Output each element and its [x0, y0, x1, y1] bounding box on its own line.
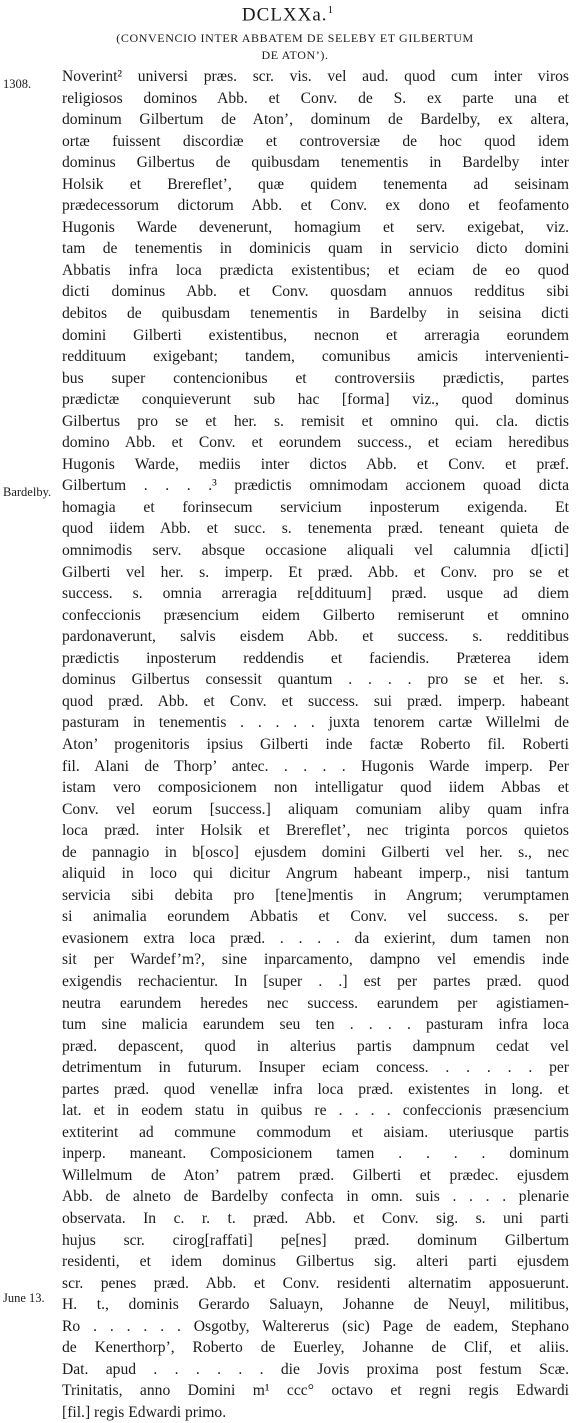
text-line: ortæ fuissent discordiæ et controversiæ de hoc quod idem — [62, 132, 569, 150]
charter-number — [0, 4, 576, 26]
margin-note-year: 1308. — [3, 77, 32, 91]
text-line: quod præd. Abb. et Conv. et success. sui præd. imperp. habeant — [62, 692, 569, 710]
text-line: domini Gilberti existentibus, necnon et arreragia eorundem — [62, 326, 569, 344]
text-line: Dat. apud . . . . . . die Jovis proxima post festum Scæ. — [62, 1360, 569, 1378]
text-line: de pannagio in b[osco] ejusdem domini Gilberti vel her. s., nec — [62, 843, 569, 861]
text-line: domino Abb. et Conv. et eorundem success., et eciam heredibus — [62, 434, 569, 452]
text-line: Gilbertum . . . .³ prædictis omnimodam accionem quoad dicta — [62, 477, 569, 495]
charter-title-line-2: DE ATON’). — [261, 48, 329, 62]
text-line: pardonaverunt, salvis eisdem Abb. et success. s. redditibus — [62, 628, 569, 646]
margin-note-place: Bardelby. — [3, 485, 52, 499]
text-line: hujus scr. cirog[raffati] pe[nes] præd. dominum Gilbertum — [62, 1231, 569, 1249]
charter-body-text — [62, 66, 569, 1423]
text-line: Trinitatis, anno Domini m¹ ccc° octavo et regni regis Edwardi — [62, 1382, 569, 1400]
text-line: [fil.] regis Edwardi primo. — [62, 1403, 227, 1421]
text-line: religiosos dominos Abb. et Conv. de S. ex parte una et — [62, 89, 569, 107]
text-line: omnimodis serv. absque occasione aliquali vel calumnia d[icti] — [62, 542, 569, 560]
text-line: prædecessorum dictorum Abb. et Conv. ex dono et feofamento — [62, 197, 569, 215]
text-line: extiterint ad commune commodum et aisiam. uteriusque partis — [62, 1123, 569, 1141]
text-line: H. t., dominis Gerardo Saluayn, Johanne de Neuyl, militibus, — [62, 1296, 569, 1314]
text-line: observata. In c. r. t. præd. Abb. et Conv. sig. s. uni parti — [62, 1209, 569, 1227]
text-line: Hugonis Warde, mediis inter dictos Abb. et Conv. et præf. — [62, 455, 569, 473]
text-line: bus super contencionibus et controversiis prædictis, partes — [62, 369, 569, 387]
text-line: pasturam in tenementis . . . . . juxta tenorem cartæ Willelmi de — [62, 714, 569, 732]
text-line: Hugonis Warde devenerunt, homagium et serv. exigebat, viz. — [62, 218, 569, 236]
text-line: homagia et forinsecum servicium inposterum exigenda. Et — [62, 498, 569, 516]
text-line: scr. penes præd. Abb. et Conv. residenti alternatim apposuerunt. — [62, 1274, 569, 1292]
text-line: dominus Gilbertus consessit quantum . . . . pro se et her. s. — [62, 671, 569, 689]
text-line: Gilberti vel her. s. imperp. Et præd. Abb. et Conv. pro se et — [62, 563, 569, 581]
text-line: neutra earundem heredes nec success. earundem per agistiamen- — [62, 994, 569, 1012]
text-line: tam de tenementis in dominicis quam in servicio dicto domini — [62, 240, 569, 258]
text-line: dominum Gilbertum de Aton’, dominum de Bardelby, ex altera, — [62, 111, 569, 129]
text-line: sit per Wardef’m?, sine inparcamento, dampno vel emendis inde — [62, 951, 569, 969]
text-line: dicti dominus Abb. et Conv. quosdam annuos redditus sibi — [62, 283, 569, 301]
charter-number-text: DCLXXa. — [241, 4, 328, 26]
text-line: Ro . . . . . . Osgotby, Waltererus (sic) Page de eadem, Stephano — [62, 1317, 569, 1335]
text-line: Aton’ progenitoris ipsius Gilberti inde factæ Roberto fil. Roberti — [62, 735, 569, 753]
text-line: prædictæ conquieverunt sub hac [forma] viz., quod dominus — [62, 391, 569, 409]
text-line: Abb. de alneto de Bardelby confecta in omn. suis . . . . plenarie — [62, 1188, 569, 1206]
text-line: fil. Alani de Thorp’ antec. . . . . Hugonis Warde imperp. Per — [62, 757, 569, 775]
text-line: Willelmum de Aton’ patrem præd. Gilberti et prædec. ejusdem — [62, 1166, 569, 1184]
text-line: lat. et in eodem statu in quibus re . . . . confeccionis præsencium — [62, 1102, 569, 1120]
text-line: exigendis rechacientur. In [super . .] est per partes præd. quod — [62, 972, 569, 990]
text-line: si animalia eorundem Abbatis et Conv. vel success. s. per — [62, 908, 569, 926]
text-line: Holsik et Brereflet’, quæ quidem tenementa ad seisinam — [62, 175, 569, 193]
text-line: Gilbertus pro se et her. s. remisit et omnino qui. cla. dictis — [62, 412, 569, 430]
text-line: de Kenerthorp’, Roberto de Euerley, Johanne de Clif, et aliis. — [62, 1339, 569, 1357]
text-line: dominus Gilbertus de quibusdam tenementis in Bardelby inter — [62, 154, 569, 172]
text-line: confeccionis præsencium eidem Gilberto remiserunt et omnino — [62, 606, 569, 624]
text-line: partes præd. quod venellæ infra loca præd. existentes in long. et — [62, 1080, 569, 1098]
text-line: success. s. omnia arreragia re[ddituum] præd. usque ad diem — [62, 585, 569, 603]
text-line: debitos de quibusdam tenementis in Bardelby in seisina dicti — [62, 305, 569, 323]
text-line: servicia sibi debita pro [tene]mentis in Angrum; verumptamen — [62, 886, 569, 904]
text-line: loca præd. inter Holsik et Brereflet’, nec triginta porcos quietos — [62, 822, 569, 840]
text-line: residenti, et idem dominus Gilbertus sig. alteri parti ejusdem — [62, 1253, 569, 1271]
text-line: reddituum exigebant; tandem, comunibus amicis intervenienti- — [62, 348, 569, 366]
text-line: præd. depascent, quod in alterius partis dampnum cedat vel — [62, 1037, 569, 1055]
text-line: Abbatis infra loca prædicta existentibus; et eciam de eo quod — [62, 261, 569, 279]
text-line: inperp. maneant. Composicionem tamen . . . . dominum — [62, 1145, 569, 1163]
text-line: tum sine malicia earundem seu ten . . . . pasturam infra loca — [62, 1016, 569, 1034]
text-line: istam vero composicionem non intelligatur quod iidem Abbas et — [62, 779, 569, 797]
text-line: Conv. vel eorum [success.] aliquam comuniam aliby quam infra — [62, 800, 569, 818]
text-line: prædictis inposterum reddendis et faciendis. Præterea idem — [62, 649, 569, 667]
charter-title-line-1: (CONVENCIO INTER ABBATEM DE SELEBY ET GILBERTUM — [116, 31, 474, 45]
text-line: Noverint² universi præs. scr. vis. vel aud. quod cum inter viros — [62, 68, 569, 85]
charter-title — [60, 30, 530, 64]
footnote-mark: 1 — [327, 4, 335, 16]
text-line: aliquid in loco qui dicitur Angrum habeant imperp., nisi tantum — [62, 865, 569, 883]
margin-note-date: June 13. — [3, 1291, 45, 1305]
text-line: detrimentum in futurum. Insuper eciam concess. . . . . . per — [62, 1059, 569, 1077]
text-line: quod iidem Abb. et succ. s. tenementa præd. teneant quieta de — [62, 520, 569, 538]
text-line: evasionem extra loca præd. . . . . da exierint, dum tamen non — [62, 929, 569, 947]
